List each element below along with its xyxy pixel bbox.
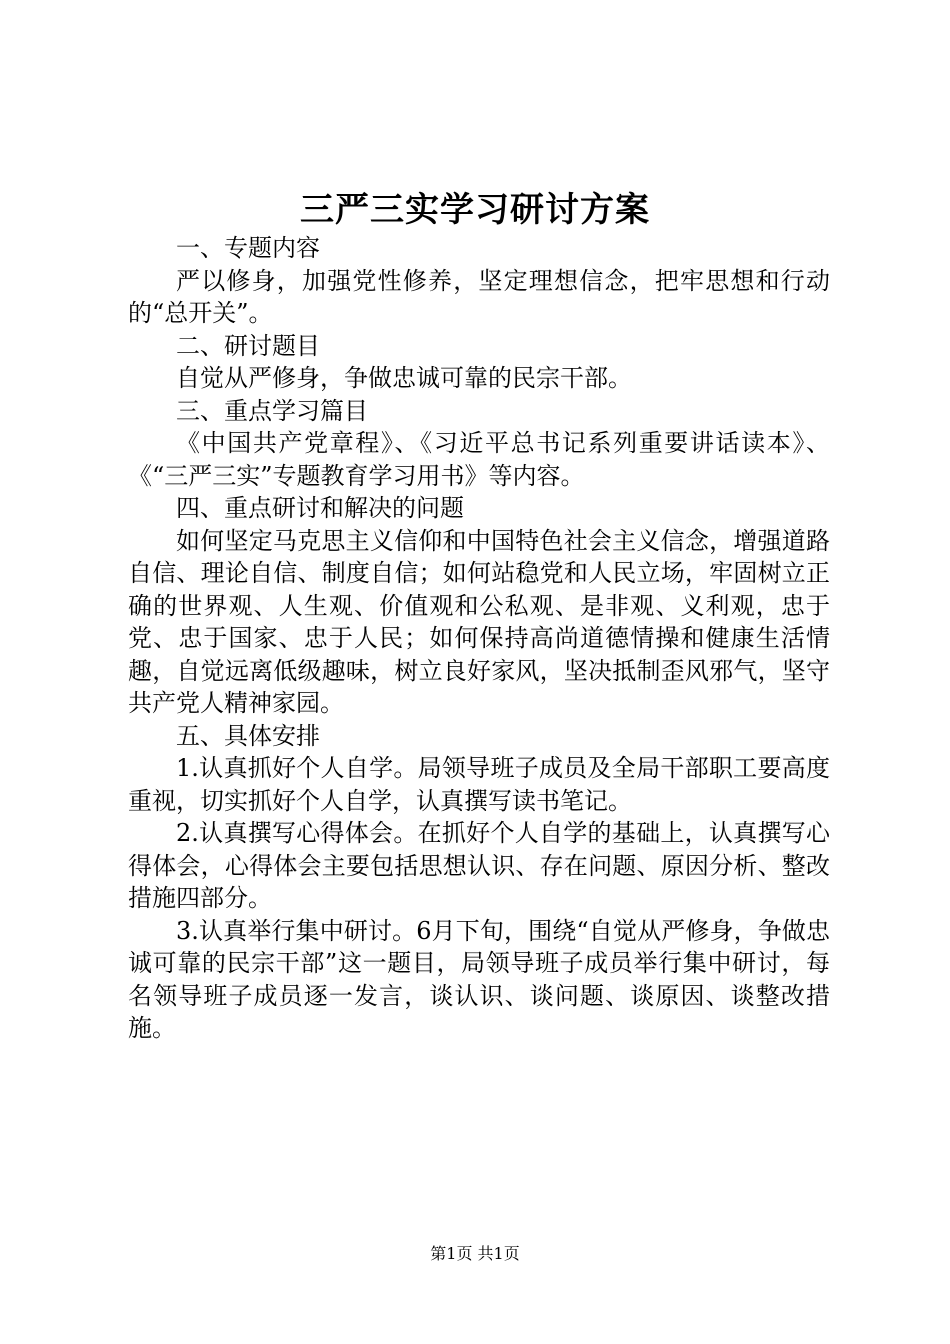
paragraph-key-readings: 《中国共产党章程》、《习近平总书记系列重要讲话读本》、《“三严三实”专题教育学习用书》等内容。 [128, 429, 830, 490]
page-number-footer: 第1页 共1页 [430, 1244, 520, 1263]
section-heading-key-issues: 四、重点研讨和解决的问题 [176, 494, 464, 522]
document-title: 三严三实学习研讨方案 [300, 190, 650, 230]
section-heading-discussion-topic: 二、研讨题目 [176, 331, 320, 360]
paragraph-key-issues: 如何坚定马克思主义信仰和中国特色社会主义信念，增强道路自信、理论自信、制度自信；如何站稳党和人民立场，牢固树立正确的世界观、人生观、价值观和公私观、是非观、义利观，忠于党、忠于国家、忠于人民；如何保持高尚道德情操和健康生活情趣，自觉远离低级趣味，树立良好家风，坚决抵制歪风邪气，坚守共产党人精神家园。 [128, 526, 830, 717]
section-heading-topic: 一、专题内容 [176, 234, 320, 262]
paragraph-arrangement-1: 1.认真抓好个人自学。局领导班子成员及全局干部职工要高度重视，切实抓好个人自学，认真撰写读书笔记。 [128, 754, 830, 815]
paragraph-arrangement-2: 2.认真撰写心得体会。在抓好个人自学的基础上，认真撰写心得体会，心得体会主要包括思想认识、存在问题、原因分析、整改措施四部分。 [128, 819, 830, 912]
document-body [128, 232, 830, 1045]
paragraph-discussion-topic: 自觉从严修身，争做忠诚可靠的民宗干部。 [176, 364, 632, 392]
paragraph-topic-content: 严以修身，加强党性修养，坚定理想信念，把牢思想和行动的“总开关”。 [128, 266, 830, 327]
section-heading-arrangements: 五、具体安排 [176, 721, 320, 750]
paragraph-arrangement-3: 3.认真举行集中研讨。6月下旬，围绕“自觉从严修身，争做忠诚可靠的民宗干部”这一题目，局领导班子成员举行集中研讨，每名领导班子成员逐一发言，谈认识、谈问题、谈原因、谈整改措施。 [128, 916, 830, 1042]
section-heading-key-readings: 三、重点学习篇目 [176, 396, 368, 425]
